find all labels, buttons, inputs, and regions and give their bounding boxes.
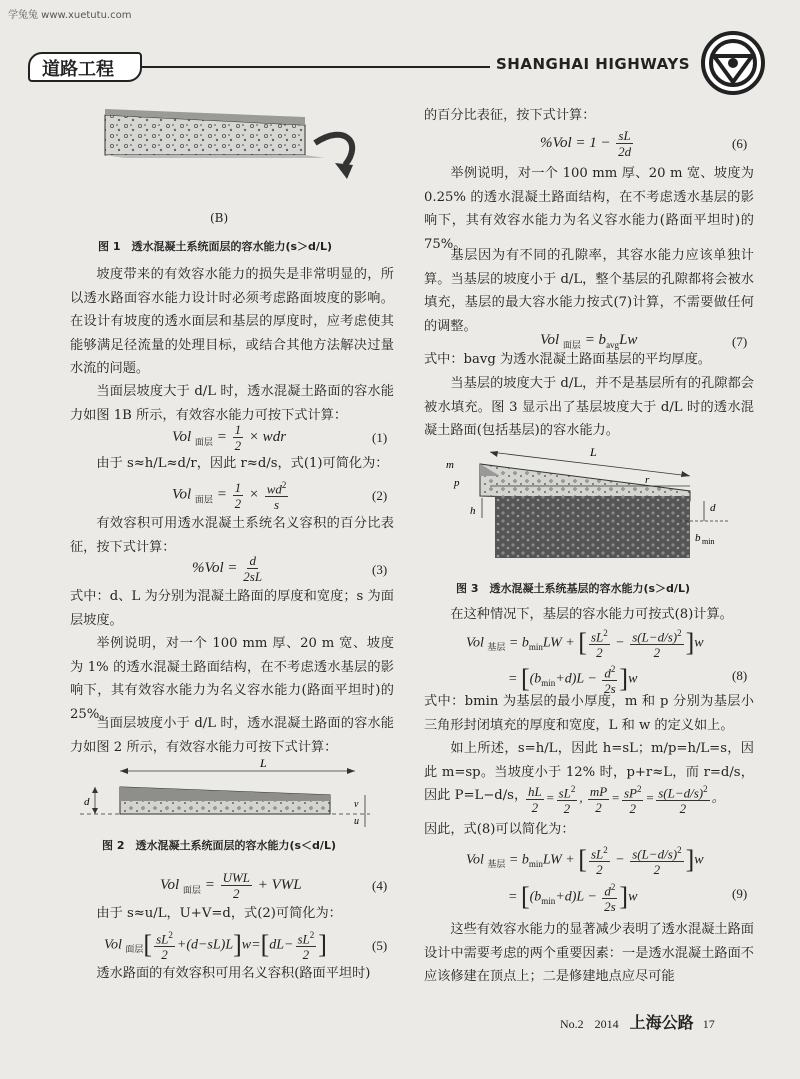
right-para-3: 基层因为有不同的孔隙率，其容水能力应该单独计算。当基层的坡度小于 d/L，整个基层的孔隙都将会被水填充，基层的最大容水能力按式(7)计算，不需要做任何的调整。	[424, 248, 754, 334]
equation-2: Vol $_{面层}$ = $\frac{1}{2}$ × $\frac{wd^2}{s}$	[172, 479, 287, 513]
equation-9-number: (9)	[732, 886, 748, 901]
svg-text:b: b	[695, 532, 701, 544]
left-para-8: 由于 s≈u/L，U+V=d，式(2)可简化为：	[96, 906, 342, 921]
equation-8-line-2: = [$(b_{min}+d)L$ − $\frac{d^2}{2s}$ ]w	[508, 664, 638, 697]
svg-text:p: p	[454, 477, 460, 489]
figure-1-diagram	[95, 103, 365, 203]
equation-4: Vol $_{面层}$ = $\frac{\text{UWL}}{2}$ + VWL	[160, 870, 302, 901]
journal-logo-icon	[700, 30, 766, 96]
equation-7-number: (7)	[732, 334, 748, 349]
equation-5: Vol $_{面层}$[ $\frac{sL^2}{2}$ +(d−sL)L]w=[dL− $\frac{sL^2}{2}$ ]	[104, 930, 327, 963]
svg-text:d: d	[84, 796, 90, 808]
journal-name: SHANGHAI HIGHWAYS	[496, 55, 691, 73]
equation-inline-ratios: $\frac{hL}{2}$ = $\frac{sL^2}{2}$ , $\frac{mP}{2}$ = $\frac{sP^2}{2}$ = $\frac{s(L-d/s)^2}{2}$ 。	[528, 783, 725, 817]
svg-text:r: r	[645, 474, 650, 486]
right-para-9: 因此，式(8)可以简化为：	[424, 822, 575, 837]
left-para-9: 透水路面的有效容积可用名义容积(路面平坦时)	[96, 966, 371, 981]
year: 2014	[594, 1017, 619, 1031]
equation-4-number: (4)	[372, 878, 388, 893]
issue-number: No.2	[560, 1017, 584, 1031]
figure-2-diagram	[80, 757, 380, 829]
svg-text:L: L	[590, 446, 597, 459]
svg-text:d: d	[710, 502, 716, 514]
equation-1-number: (1)	[372, 430, 388, 445]
left-para-1: 坡度带来的有效容水能力的损失是非常明显的，所以透水路面容水能力设计时必须考虑路面坡度的影响。在设计有坡度的透水面层和基层的厚度时，应考虑使其能够满足径流量的处理目标，或结合其他方法解决过量水流的问题。	[70, 267, 394, 376]
left-para-3: 由于 s≈h/L≈d/r，因此 r≈d/s，式(1)可简化为：	[96, 456, 389, 471]
section-title: 道路工程	[42, 59, 114, 80]
left-para-5: 式中：d、L 为分别为混凝土路面的厚度和宽度；s 为面层坡度。	[70, 589, 394, 628]
equation-5-number: (5)	[372, 938, 388, 953]
svg-text:m: m	[446, 459, 454, 471]
figure-3-caption: 图 3 透水混凝土系统基层的容水能力(s＞d/L)	[456, 582, 690, 595]
left-para-2: 当面层坡度大于 d/L 时，透水混凝土路面的容水能力如图 1B 所示，有效容水能力可按下式计算：	[70, 384, 394, 423]
equation-6: %Vol = 1 − $\frac{sL}{2d}$	[540, 128, 632, 159]
right-para-5: 当基层的坡度大于 d/L，并不是基层所有的孔隙都会被水填充。图 3 显示出了基层坡度大于 d/L 时的透水混凝土路面(包括基层)的容水能力。	[424, 376, 754, 438]
svg-text:h: h	[470, 505, 476, 517]
svg-text:L: L	[260, 757, 267, 770]
page-footer	[560, 1010, 715, 1033]
right-para-4: 式中：bavg 为透水混凝土路面基层的平均厚度。	[424, 352, 711, 367]
right-para-8: 如上所述，s=h/L，因此 h=sL；m/p=h/L=s，因此 m=sp。当坡度小于 12% 时，p+r≈L，而 r=d/s，因此 P=L−d/s，	[424, 741, 754, 803]
right-para-2: 举例说明，对一个 100 mm 厚、20 m 宽、坡度为 0.25% 的透水混凝土路面结构，在不考虑透水基层的影响下，其有效容水能力为名义容水能力(路面平坦时)的 75%。	[424, 166, 754, 252]
watermark-text: 学兔兔 www.xuetutu.com	[8, 10, 132, 21]
right-para-7: 式中：bmin 为基层的最小厚度，m 和 p 分别为基层小三角形封闭填充的厚度和宽度，L 和 w 的定义如上。	[424, 694, 754, 733]
left-para-6: 举例说明，对一个 100 mm 厚、20 m 宽、坡度为 1% 的透水混凝土路面结构，在不考虑透水基层的影响下，其有效容水能力为名义容水能力(路面平坦时)的 25%。	[70, 636, 394, 722]
left-para-7: 当面层坡度小于 d/L 时，透水混凝土路面的容水能力如图 2 所示，有效容水能力可按下式计算：	[70, 716, 394, 755]
equation-9: Vol $_{基层} = b_{min}LW$ + [ $\frac{sL^2}{2}$ − $\frac{s(L-d/s)^2}{2}$ ]w	[466, 845, 704, 878]
svg-text:u: u	[354, 816, 359, 827]
equation-7: Vol $_{面层} = b_{avg}Lw$	[540, 332, 638, 350]
right-para-6: 在这种情况下，基层的容水能力可按式(8)计算。	[450, 607, 733, 622]
equation-9-line-2: = [$(b_{min}+d)L$ − $\frac{d^2}{2s}$ ]w	[508, 882, 638, 915]
equation-3: %Vol = $\frac{d}{2sL}$	[192, 553, 263, 584]
svg-text:v: v	[354, 799, 359, 810]
page-number: 17	[702, 1017, 715, 1031]
equation-8: Vol $_{基层} = b_{min}LW$ + [ $\frac{sL^2}{2}$ − $\frac{s(L-d/s)^2}{2}$ ]w	[466, 628, 704, 661]
header-rule	[140, 66, 490, 68]
figure-1-sublabel: (B)	[210, 211, 229, 225]
equation-2-number: (2)	[372, 488, 388, 503]
svg-text:min: min	[702, 537, 715, 546]
left-para-4: 有效容积可用透水混凝土系统名义容积的百分比表征，按下式计算：	[70, 516, 394, 555]
journal-name-cn: 上海公路	[629, 1013, 694, 1032]
right-para-10: 这些有效容水能力的显著减少表明了透水混凝土路面设计中需要考虑的两个重要因素：一是透水混凝土路面不应该修建在顶点上；二是修建地点应尽可能	[424, 922, 754, 984]
equation-8-number: (8)	[732, 668, 748, 683]
right-para-1: 的百分比表征，按下式计算：	[424, 108, 596, 123]
figure-1-caption: 图 1 透水混凝土系统面层的容水能力(s＞d/L)	[98, 240, 332, 253]
figure-3-diagram	[440, 446, 740, 576]
section-tag	[28, 52, 142, 82]
equation-3-number: (3)	[372, 562, 388, 577]
figure-2-caption: 图 2 透水混凝土系统面层的容水能力(s＜d/L)	[102, 839, 336, 852]
equation-6-number: (6)	[732, 136, 748, 151]
equation-1: Vol $_{面层}$ = $\frac{1}{2}$ × wdr	[172, 422, 287, 453]
header-band	[0, 46, 800, 86]
